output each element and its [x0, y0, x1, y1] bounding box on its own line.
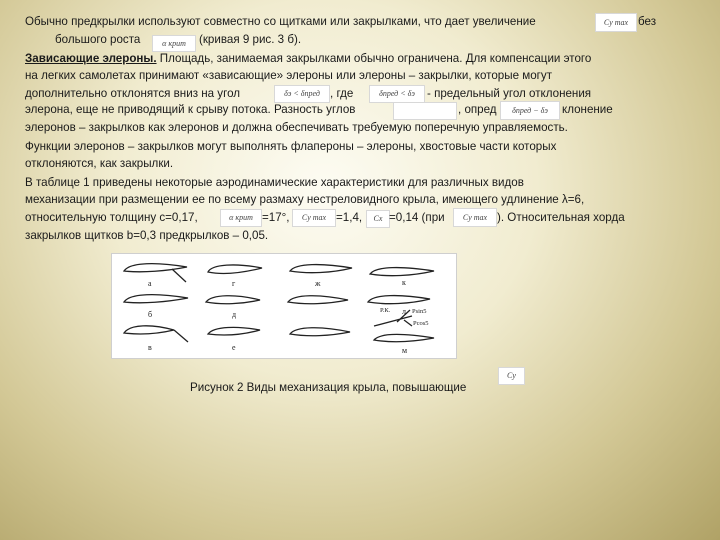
airfoil-profile [368, 296, 430, 304]
airfoil-profile [374, 334, 434, 341]
figure-label: д [232, 310, 237, 319]
airfoil-profile [370, 268, 434, 276]
text-line: ). Относительная хорда [497, 211, 625, 224]
figure-label: г [232, 279, 236, 288]
figure-label: к [402, 278, 406, 287]
flap-line [172, 269, 186, 282]
text-line: =1,4, [336, 211, 363, 224]
text-line: (кривая 9 рис. 3 б). [199, 33, 302, 46]
airfoil-profile [124, 295, 188, 303]
text-line: , опред [458, 103, 497, 116]
formula-image: Cy max [453, 208, 497, 227]
airfoil-profile [290, 328, 350, 336]
text-line: В таблице 1 приведены некоторые аэродинамические характеристики для различных видов [25, 176, 524, 189]
text-line: на легких самолетах принимают «зависающие» элероны или элероны – закрылки, которые могут [25, 69, 553, 82]
formula-image: Cx [366, 210, 390, 228]
formula-image: α крит [220, 209, 262, 227]
airfoil-diagram [112, 254, 456, 358]
airfoil-profile [206, 296, 260, 304]
formula-image: δпред − δэ [500, 101, 560, 120]
text-line: закрылков щитков b=0,3 предкрылков – 0,05. [25, 229, 269, 242]
text-line: =0,14 (при [389, 211, 445, 224]
figure-label: а [148, 279, 152, 288]
formula-image [393, 102, 457, 120]
figure-label: Р.К. [380, 307, 391, 314]
text-line: дополнительно отклонятся вниз на угол [25, 87, 241, 100]
figure-caption: Рисунок 2 Виды механизация крыла, повышающие [190, 380, 467, 394]
figure-label: Psin5 [412, 308, 427, 315]
airfoil-profile [288, 296, 348, 304]
figure-label: л [402, 307, 406, 316]
text-line: =17°, [262, 211, 290, 224]
airfoil-profile [124, 326, 174, 334]
section-heading: Зависающие элероны. [25, 52, 157, 65]
formula-image: α крит [152, 35, 196, 52]
formula-image: Cy max [292, 209, 336, 227]
wing-mechanization-figure [111, 253, 457, 359]
formula-image: Cy max [595, 13, 637, 32]
figure-label: б [148, 310, 153, 319]
text-line: механизации при размещении ее по всему размаху нестреловидного крыла, имеющего удлинение λ=6, [25, 193, 585, 206]
text-line: Функции элеронов – закрылков могут выполнять флапероны – элероны, хвостовые части которых [25, 140, 557, 153]
text-line: , где [330, 87, 354, 100]
formula-image: Cy [498, 367, 525, 385]
formula-image: δпред < δэ [369, 85, 425, 103]
airfoil-profile [208, 265, 262, 273]
flap-line [174, 330, 188, 342]
figure-label: м [402, 346, 408, 355]
text-fragment: Площадь, занимаемая закрылками обычно ограничена. Для компенсации этого [156, 52, 592, 65]
text-line: без [638, 15, 657, 28]
text-line: Обычно предкрылки используют совместно со щитками или закрылками, что дает увеличение [25, 15, 536, 28]
text-line [25, 52, 591, 66]
text-line: отклоняются, как закрылки. [25, 157, 174, 170]
airfoil-profile [208, 327, 260, 335]
formula-image: δэ < δпред [274, 85, 330, 103]
text-line: элерона, еще не приводящий к срыву потока. Разность углов [25, 103, 356, 116]
text-line: - предельный угол отклонения [427, 87, 592, 100]
text-line: клонение [562, 103, 613, 116]
text-line: относительную толщину c=0,17, [25, 211, 198, 224]
text-line: большого роста [55, 33, 141, 46]
text-line: элеронов – закрылков как элеронов и должна обеспечивать требуемую поперечную управляемость. [25, 121, 568, 134]
figure-label: ж [315, 279, 321, 288]
figure-label: Pcos5 [413, 320, 429, 327]
airfoil-profile [290, 265, 352, 273]
figure-label: е [232, 343, 236, 352]
airfoil-profile [124, 264, 187, 272]
figure-label: в [148, 343, 152, 352]
